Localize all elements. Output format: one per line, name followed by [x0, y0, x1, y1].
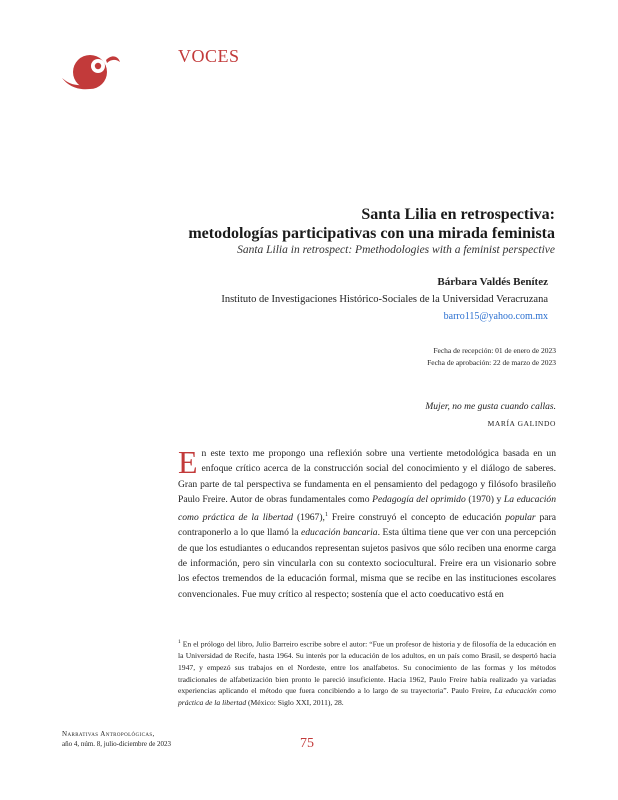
emphasized-term: educación bancaria [300, 527, 378, 539]
body-text-span: Freire construyó el concepto de educación [327, 511, 506, 523]
journal-logo-icon [60, 48, 122, 92]
article-title-block [150, 205, 555, 256]
epigraph-quote: Mujer, no me gusta cuando callas. [425, 402, 556, 412]
emphasized-term: popular [505, 511, 536, 523]
body-text-span: para contraponerlo a lo que llamó la [178, 511, 556, 539]
footnote-reference[interactable]: 1 [324, 511, 328, 518]
book-title: Pedagogía del oprimido [372, 494, 466, 506]
body-text-span: (1970) y [465, 494, 504, 506]
footnote-book-title: La educación como práctica de la libertad [178, 686, 556, 708]
drop-cap: E [178, 444, 198, 480]
body-text-span: n este texto me propongo una reflexión sobre una vertiente metodológica basada en un enfoque crítico acerca de la construcción social del conocimiento y el diálogo de saberes. Gran parte de tal perspectiva se fundamenta en el pensamiento del pedagogo y filósofo brasileño Paulo Freire. Autor de obras fundamentales como [178, 448, 556, 506]
article-title-english: Santa Lilia in retrospect: Pmethodologies with a feminist perspective [237, 244, 555, 256]
section-label: VOCES [178, 46, 240, 66]
journal-issue: año 4, núm. 8, julio-diciembre de 2023 [62, 740, 172, 748]
body-text [178, 446, 556, 602]
body-text-span: . Esta última tiene que ver con una percepción de que los estudiantes o educandos representan sujetos pasivos que sólo reciben una enorme carga de información, pero sin vincularla con su contexto sociocultural. Freire era un visionario sobre los efectos tremendos de la educación formal, misma que se recibe en las instituciones escolares convencionales. Fue muy crítico al respecto; sostenía que el acto coeducativo está en [178, 527, 556, 600]
author-name: Bárbara Valdés Benítez [437, 276, 548, 288]
footer-journal-info [62, 729, 171, 749]
date-approved: Fecha de aprobación: 22 de marzo de 2023 [427, 358, 556, 367]
footnote-number: 1 [178, 639, 181, 645]
book-title: La educación como práctica de la libertad [178, 494, 556, 523]
article-title-line-1: Santa Lilia en retrospectiva: [361, 206, 555, 223]
date-received: Fecha de recepción: 01 de enero de 2023 [433, 346, 556, 355]
epigraph [425, 402, 556, 428]
journal-name: Narrativas Antropológicas, [62, 730, 155, 738]
page-number: 75 [300, 736, 314, 751]
article-title-line-2: metodologías participativas con una mirada feminista [188, 225, 555, 242]
author-block [128, 276, 548, 322]
footnote [178, 637, 556, 709]
footnote-text: En el prólogo del libro, Julio Barreiro escribe sobre el autor: “Fue un profesor de historia y de filosofía de la educación en la Universidad de Recife, hasta 1964. Su interés por la educación de los adultos, en un país como Brasil, se despertó hacia 1947, y empezó sus trabajos en el Nordeste, entre los analfabetos. Su conocimiento de las formas y los métodos tradicionales de alfabetización bien pronto le pareció insuficiente. Hacia 1962, Paulo Freire había realizado ya variadas experiencias aplicando el método que fuera concibiendo a lo largo de su trayectoria”. Paulo Freire, [178, 639, 556, 696]
footnote-text: (México: Siglo XXI, 2011), 28. [246, 698, 344, 708]
body-paragraph [178, 446, 556, 602]
author-email-link[interactable]: barro115@yahoo.com.mx [443, 311, 548, 322]
body-text-span: (1967), [293, 511, 325, 523]
article-dates [427, 345, 556, 369]
epigraph-author: MARÍA GALINDO [487, 419, 556, 428]
author-affiliation: Instituto de Investigaciones Histórico-Sociales de la Universidad Veracruzana [221, 294, 548, 305]
